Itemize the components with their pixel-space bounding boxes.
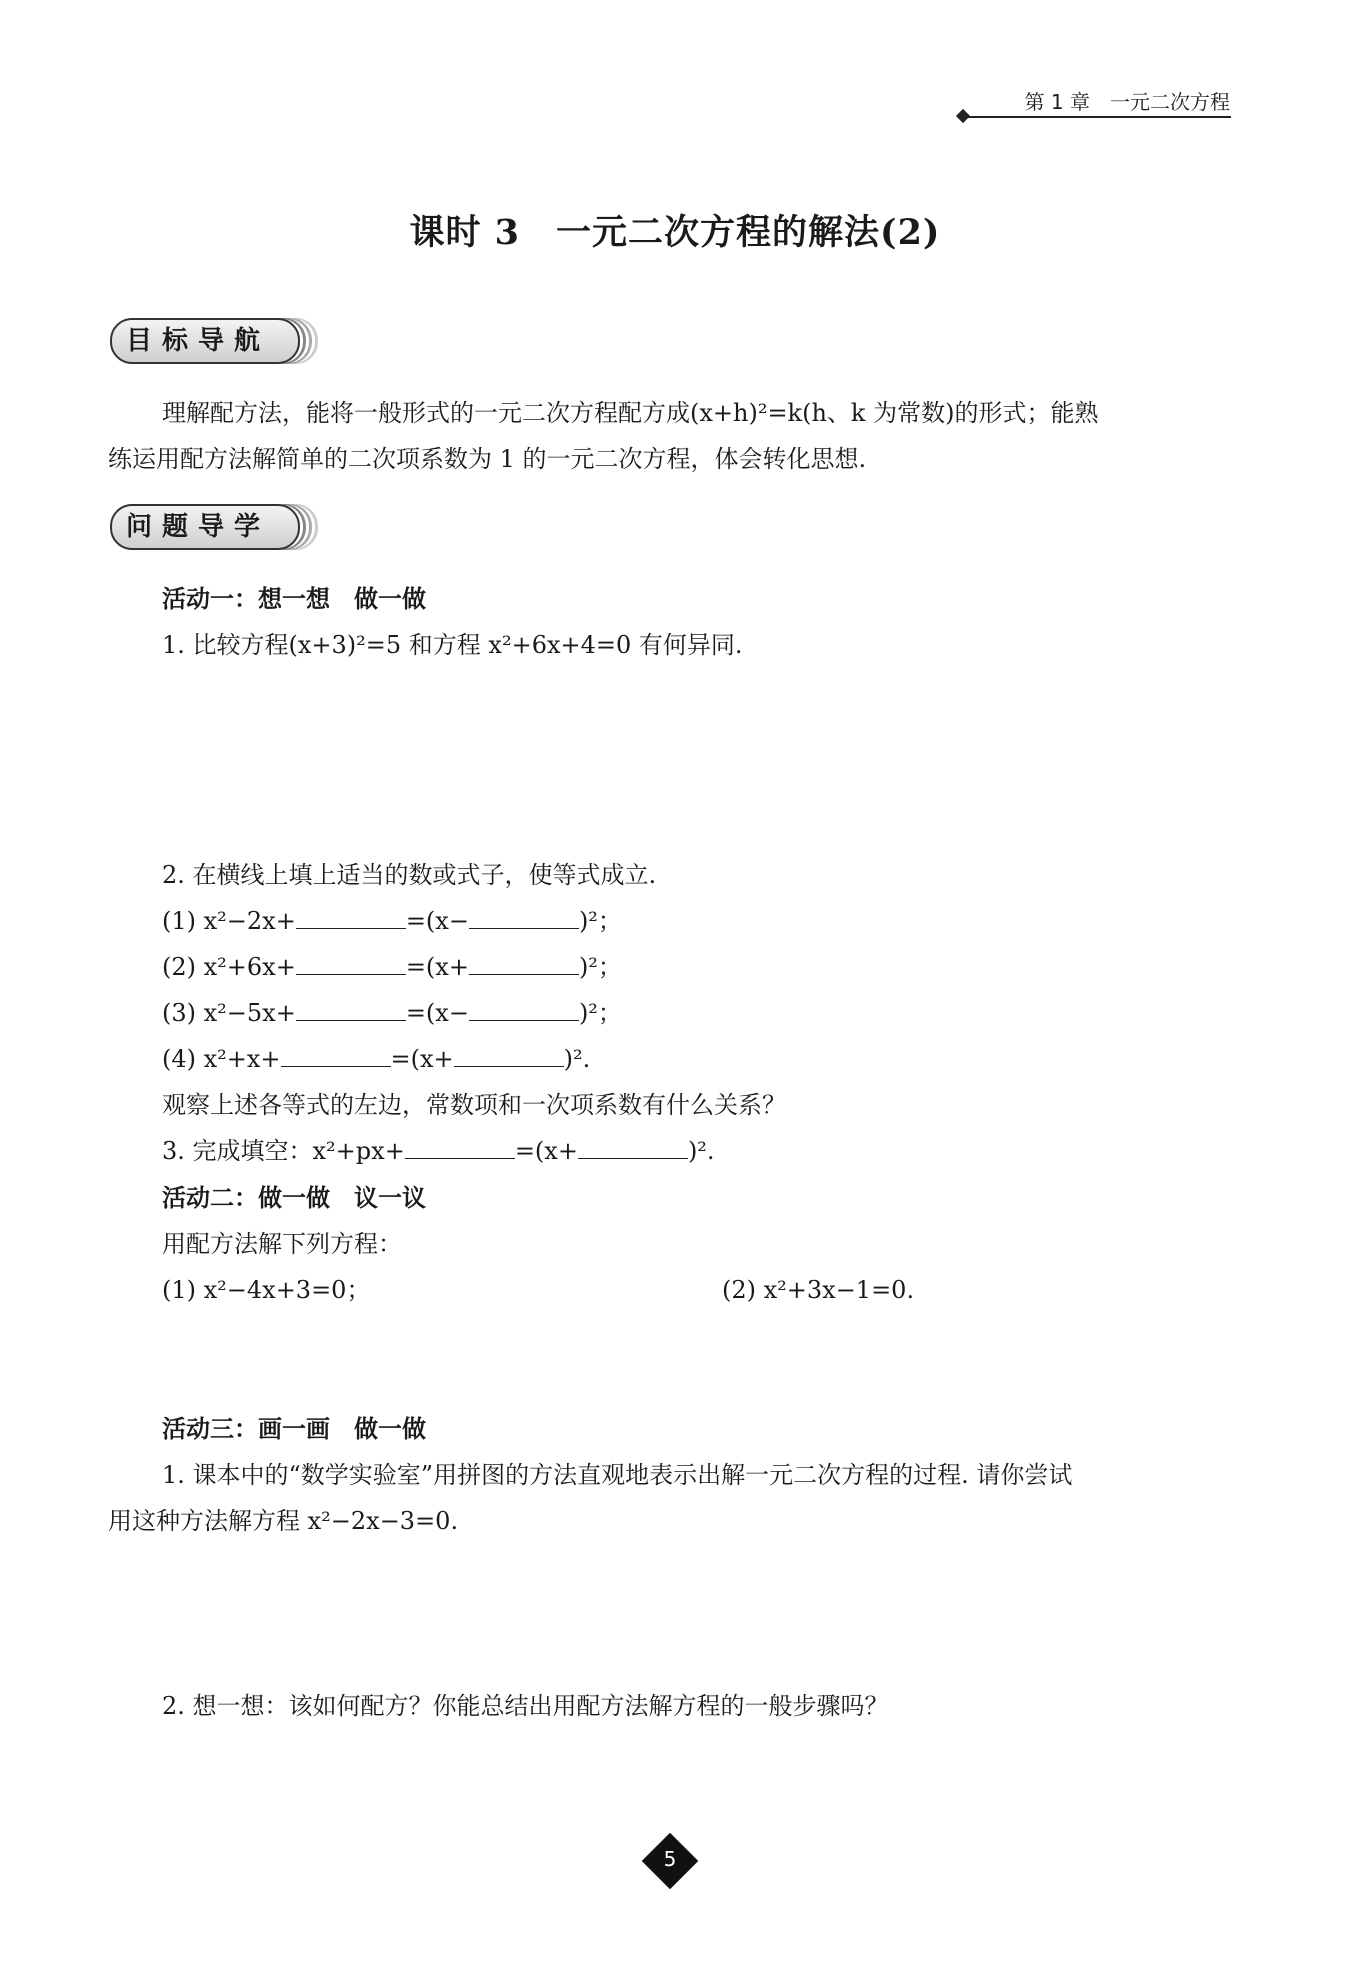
goals-line-2: 练运用配方法解简单的二次项系数为 1 的一元二次方程，体会转化思想. bbox=[108, 445, 867, 473]
observe-question: 观察上述各等式的左边，常数项和一次项系数有什么关系？ bbox=[162, 1091, 786, 1119]
chapter-header: 第 1 章 一元二次方程 bbox=[1024, 90, 1230, 114]
fill-item-2 bbox=[162, 944, 622, 990]
activity3-q1-line2: 用这种方法解方程 x²−2x−3=0. bbox=[108, 1507, 459, 1535]
activity3-q1-line1: 1. 课本中的“数学实验室”用拼图的方法直观地表示出解一元二次方程的过程. 请你尝试 bbox=[162, 1461, 1073, 1489]
activity2-eq2: (2) x²+3x−1=0. bbox=[722, 1276, 915, 1304]
fill-item-4 bbox=[162, 1036, 590, 1082]
answer-blank[interactable] bbox=[405, 1134, 515, 1159]
activity1-title: 活动一：想一想 做一做 bbox=[162, 585, 426, 613]
goals-line-1: 理解配方法，能将一般形式的一元二次方程配方成(x+h)²=k(h、k 为常数)的形式；能熟 bbox=[162, 399, 1099, 427]
fill-item-mid: =(x− bbox=[405, 999, 469, 1027]
activity3-q2: 2. 想一想：该如何配方？你能总结出用配方法解方程的一般步骤吗？ bbox=[162, 1692, 889, 1720]
q3-left: 3. 完成填空：x²+px+ bbox=[162, 1137, 405, 1165]
activity1-q2: 2. 在横线上填上适当的数或式子，使等式成立. bbox=[162, 861, 657, 889]
header-rule bbox=[968, 116, 1231, 118]
fill-item-end: )²； bbox=[578, 907, 622, 935]
questions-badge bbox=[100, 504, 300, 550]
fill-item-mid: =(x+ bbox=[405, 953, 469, 981]
fill-item-end: )². bbox=[563, 1045, 591, 1073]
questions-badge-label: 问题导学 bbox=[110, 504, 300, 550]
activity2-title: 活动二：做一做 议一议 bbox=[162, 1184, 426, 1212]
answer-blank[interactable] bbox=[296, 950, 406, 975]
fill-item-end: )²； bbox=[578, 999, 622, 1027]
fill-item-left: (2) x²+6x+ bbox=[162, 953, 296, 981]
answer-blank[interactable] bbox=[578, 1134, 688, 1159]
fill-item-1 bbox=[162, 898, 622, 944]
answer-blank[interactable] bbox=[469, 904, 579, 929]
activity1-q3 bbox=[162, 1128, 715, 1174]
fill-item-end: )²； bbox=[578, 953, 622, 981]
answer-blank[interactable] bbox=[454, 1042, 564, 1067]
q3-end: )². bbox=[687, 1137, 715, 1165]
goals-badge-label: 目标导航 bbox=[110, 318, 300, 364]
lesson-title: 课时 3 一元二次方程的解法(2) bbox=[409, 212, 941, 253]
q3-mid: =(x+ bbox=[514, 1137, 578, 1165]
fill-item-mid: =(x− bbox=[405, 907, 469, 935]
fill-item-3 bbox=[162, 990, 622, 1036]
fill-item-left: (4) x²+x+ bbox=[162, 1045, 281, 1073]
fill-item-mid: =(x+ bbox=[390, 1045, 454, 1073]
answer-blank[interactable] bbox=[296, 996, 406, 1021]
activity3-title: 活动三：画一画 做一做 bbox=[162, 1415, 426, 1443]
fill-item-left: (3) x²−5x+ bbox=[162, 999, 296, 1027]
activity1-q1: 1. 比较方程(x+3)²=5 和方程 x²+6x+4=0 有何异同. bbox=[162, 631, 743, 659]
answer-blank[interactable] bbox=[469, 996, 579, 1021]
answer-blank[interactable] bbox=[469, 950, 579, 975]
activity2-prompt: 用配方法解下列方程： bbox=[162, 1230, 402, 1258]
answer-blank[interactable] bbox=[296, 904, 406, 929]
fill-item-left: (1) x²−2x+ bbox=[162, 907, 296, 935]
activity2-eq1: (1) x²−4x+3=0； bbox=[162, 1276, 371, 1304]
answer-blank[interactable] bbox=[281, 1042, 391, 1067]
goals-badge bbox=[100, 318, 300, 364]
page-number: 5 bbox=[663, 1847, 677, 1871]
